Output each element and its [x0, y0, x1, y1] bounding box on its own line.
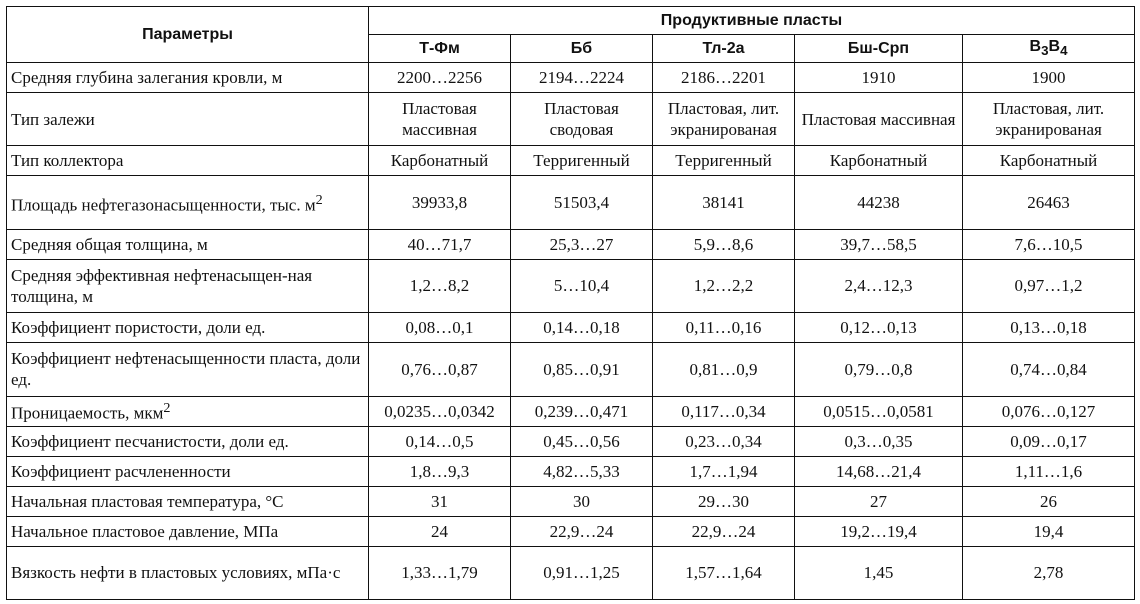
- table-cell: 0,239…0,471: [511, 396, 653, 426]
- table-cell: 0,74…0,84: [963, 343, 1135, 396]
- v3v4-subscript-1: 3: [1041, 43, 1049, 59]
- table-cell: 1,2…8,2: [369, 259, 511, 312]
- table-cell: 22,9…24: [511, 516, 653, 546]
- table-row: [7, 259, 1135, 312]
- table-cell: 2200…2256: [369, 63, 511, 93]
- table-row: [7, 343, 1135, 396]
- table-cell: Пластовая массивная: [795, 93, 963, 146]
- parameters-table: [6, 6, 1135, 600]
- table-cell: 7,6…10,5: [963, 229, 1135, 259]
- table-cell: 22,9…24: [653, 516, 795, 546]
- parameter-text: Площадь нефтегазонасыщенности, тыс. м: [11, 195, 316, 215]
- header-productive-layers: Продуктивные пласты: [369, 7, 1135, 35]
- table-cell: 51503,4: [511, 176, 653, 229]
- parameter-text: Средняя эффективная нефтенасыщен-ная толщина, м: [11, 265, 313, 306]
- parameter-text: Коэффициент пористости, доли ед.: [11, 318, 266, 338]
- table-cell: Карбонатный: [795, 146, 963, 176]
- row-parameter-label: [7, 343, 369, 396]
- row-parameter-label: [7, 486, 369, 516]
- parameter-text: Начальная пластовая температура, °С: [11, 491, 284, 511]
- table-cell: 0,3…0,35: [795, 426, 963, 456]
- row-parameter-label: [7, 546, 369, 599]
- table-cell: 0,76…0,87: [369, 343, 511, 396]
- table-cell: 0,79…0,8: [795, 343, 963, 396]
- parameter-text: Тип коллектора: [11, 151, 124, 171]
- table-cell: 0,12…0,13: [795, 313, 963, 343]
- column-header-bsh-srp: Бш-Срп: [795, 35, 963, 63]
- table-cell: 2,4…12,3: [795, 259, 963, 312]
- table-cell: 0,45…0,56: [511, 426, 653, 456]
- row-parameter-label: [7, 176, 369, 229]
- row-parameter-label: [7, 396, 369, 426]
- table-cell: 24: [369, 516, 511, 546]
- table-cell: 0,81…0,9: [653, 343, 795, 396]
- table-cell: 2,78: [963, 546, 1135, 599]
- table-cell: 4,82…5,33: [511, 456, 653, 486]
- table-cell: 19,4: [963, 516, 1135, 546]
- table-cell: 5,9…8,6: [653, 229, 795, 259]
- table-cell: 1,7…1,94: [653, 456, 795, 486]
- table-cell: 0,91…1,25: [511, 546, 653, 599]
- table-row: [7, 229, 1135, 259]
- table-cell: Пластовая сводовая: [511, 93, 653, 146]
- table-row: [7, 176, 1135, 229]
- parameter-text: Средняя глубина залегания кровли, м: [11, 68, 283, 87]
- table-cell: 0,11…0,16: [653, 313, 795, 343]
- table-cell: 0,14…0,18: [511, 313, 653, 343]
- table-cell: Терригенный: [511, 146, 653, 176]
- table-row: [7, 93, 1135, 146]
- table-cell: 0,14…0,5: [369, 426, 511, 456]
- table-cell: 26463: [963, 176, 1135, 229]
- table-cell: 0,0515…0,0581: [795, 396, 963, 426]
- table-cell: 25,3…27: [511, 229, 653, 259]
- table-row: [7, 63, 1135, 93]
- row-parameter-label: [7, 259, 369, 312]
- table-cell: 1,11…1,6: [963, 456, 1135, 486]
- table-row: [7, 146, 1135, 176]
- row-parameter-label: [7, 229, 369, 259]
- v3v4-subscript-2: 4: [1060, 43, 1068, 59]
- table-cell: 2194…2224: [511, 63, 653, 93]
- table-cell: 5…10,4: [511, 259, 653, 312]
- table-cell: 0,23…0,34: [653, 426, 795, 456]
- parameter-superscript: 2: [315, 191, 323, 208]
- header-parameters: Параметры: [7, 7, 369, 63]
- column-header-v3v4: [963, 35, 1135, 63]
- table-cell: 0,08…0,1: [369, 313, 511, 343]
- table-cell: Пластовая массивная: [369, 93, 511, 146]
- table-row: [7, 396, 1135, 426]
- table-cell: 0,85…0,91: [511, 343, 653, 396]
- parameter-text: Средняя общая толщина, м: [11, 234, 208, 254]
- table-cell: 1,2…2,2: [653, 259, 795, 312]
- parameter-text: Тип залежи: [11, 109, 95, 129]
- parameter-text: Коэффициент песчанистости, доли ед.: [11, 431, 289, 451]
- table-cell: 27: [795, 486, 963, 516]
- parameter-superscript: 2: [163, 400, 171, 417]
- table-body: [7, 63, 1135, 600]
- table-row: [7, 486, 1135, 516]
- table-cell: Пластовая, лит. экранированая: [963, 93, 1135, 146]
- table-cell: 44238: [795, 176, 963, 229]
- table-cell: 39933,8: [369, 176, 511, 229]
- table-cell: 0,13…0,18: [963, 313, 1135, 343]
- parameter-text: Проницаемость, мкм: [11, 403, 164, 423]
- table-cell: 40…71,7: [369, 229, 511, 259]
- table-cell: 30: [511, 486, 653, 516]
- row-parameter-label: [7, 146, 369, 176]
- table-cell: 1,33…1,79: [369, 546, 511, 599]
- row-parameter-label: [7, 93, 369, 146]
- table-cell: 1,45: [795, 546, 963, 599]
- table-row: [7, 426, 1135, 456]
- row-parameter-label: [7, 63, 369, 93]
- table-cell: 2186…2201: [653, 63, 795, 93]
- row-parameter-label: [7, 456, 369, 486]
- table-cell: 38141: [653, 176, 795, 229]
- table-cell: 14,68…21,4: [795, 456, 963, 486]
- row-parameter-label: [7, 313, 369, 343]
- parameter-text: Начальное пластовое давление, МПа: [11, 521, 279, 541]
- table-cell: 19,2…19,4: [795, 516, 963, 546]
- table-cell: 1,8…9,3: [369, 456, 511, 486]
- parameter-text: Вязкость нефти в пластовых условиях, мПа·с: [11, 563, 341, 583]
- table-row: [7, 546, 1135, 599]
- table-cell: 0,076…0,127: [963, 396, 1135, 426]
- table-cell: 0,117…0,34: [653, 396, 795, 426]
- column-header-t-fm: Т-Фм: [369, 35, 511, 63]
- table-cell: 1,57…1,64: [653, 546, 795, 599]
- column-header-tl-2a: Тл-2а: [653, 35, 795, 63]
- table-cell: Карбонатный: [369, 146, 511, 176]
- table-row: [7, 313, 1135, 343]
- table-cell: 26: [963, 486, 1135, 516]
- table-cell: 29…30: [653, 486, 795, 516]
- parameter-text: Коэффициент нефтенасыщенности пласта, доли ед.: [11, 349, 361, 390]
- v3v4-letter-1: В: [1029, 37, 1042, 55]
- table-row: [7, 456, 1135, 486]
- table-cell: 0,0235…0,0342: [369, 396, 511, 426]
- table-cell: Пластовая, лит. экранированая: [653, 93, 795, 146]
- table-cell: 0,97…1,2: [963, 259, 1135, 312]
- table-cell: Карбонатный: [963, 146, 1135, 176]
- row-parameter-label: [7, 516, 369, 546]
- v3v4-letter-2: В: [1048, 37, 1061, 55]
- table-cell: 1910: [795, 63, 963, 93]
- table-cell: 31: [369, 486, 511, 516]
- table-cell: Терригенный: [653, 146, 795, 176]
- row-parameter-label: [7, 426, 369, 456]
- table-cell: 39,7…58,5: [795, 229, 963, 259]
- table-cell: 0,09…0,17: [963, 426, 1135, 456]
- table-cell: 1900: [963, 63, 1135, 93]
- table-row: [7, 516, 1135, 546]
- parameter-text: Коэффициент расчлененности: [11, 461, 231, 481]
- column-header-bb: Бб: [511, 35, 653, 63]
